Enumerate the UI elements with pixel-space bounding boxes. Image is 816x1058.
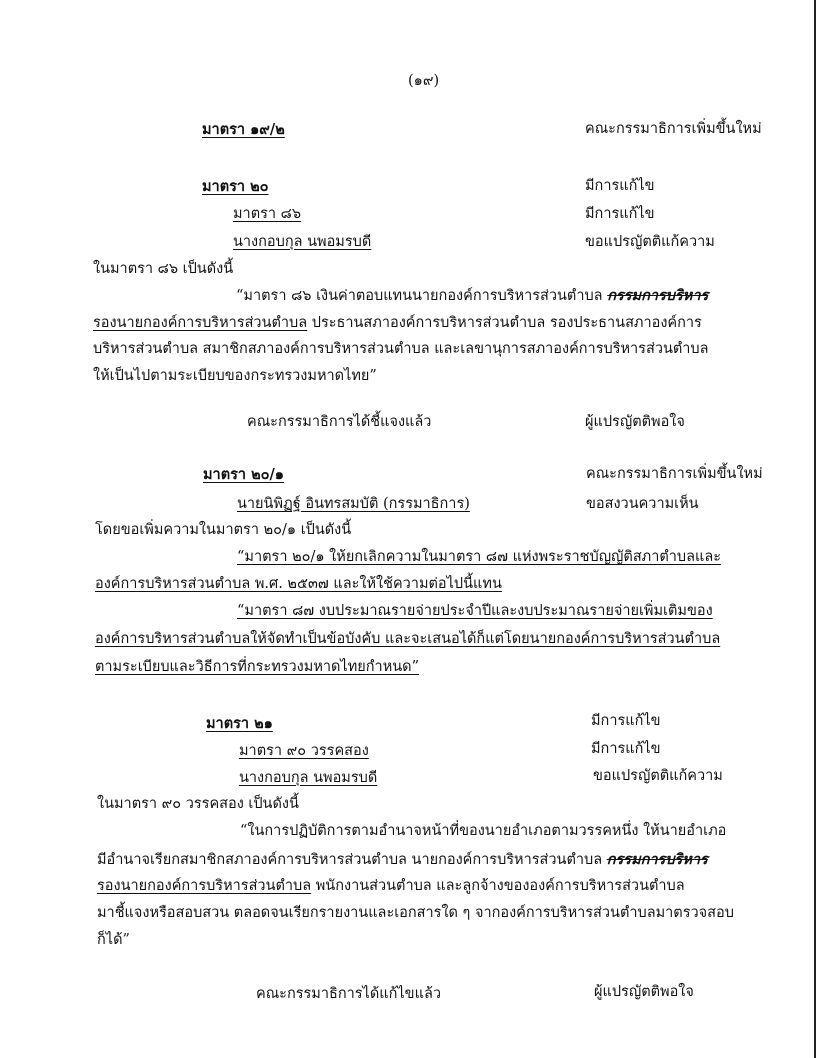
proposer-21: นางกอบกุล นพอมรบดี bbox=[239, 770, 378, 786]
section-heading-20: มาตรา ๒๐ bbox=[202, 178, 269, 195]
body-21-line-3-text: พนักงานส่วนตำบล และลูกจ้างขององค์การบริหารส่วนตำบล bbox=[315, 878, 685, 894]
section-status-20: มีการแก้ไข bbox=[585, 178, 655, 194]
body-21-line-2 bbox=[97, 851, 708, 869]
intro-20-1: โดยขอเพิ่มความในมาตรา ๒๐/๑ เป็นดังนี้ bbox=[95, 522, 352, 538]
proposer-status-21: ขอแปรญัตติแก้ความ bbox=[593, 768, 723, 784]
intro-21: ในมาตรา ๙๐ วรรคสอง เป็นดังนี้ bbox=[97, 796, 299, 812]
inserted-text-21: รองนายกองค์การบริหารส่วนตำบล bbox=[97, 878, 312, 894]
body-21-line-5: ก็ได้” bbox=[97, 932, 130, 948]
sub-heading-86: มาตรา ๘๖ bbox=[233, 206, 302, 222]
intro-20: ในมาตรา ๘๖ เป็นดังนี้ bbox=[93, 261, 234, 277]
proposer-20-1: นายนิพิฏฐ์ อินทรสมบัติ (กรรมาธิการ) bbox=[237, 496, 470, 512]
proposer-20: นางกอบกุล นพอมรบดี bbox=[233, 234, 372, 250]
body-20-line-1-text: “มาตรา ๘๖ เงินค่าตอบแทนนายกองค์การบริหารส่วนตำบล bbox=[236, 288, 603, 304]
body-20-1-line-1: “มาตรา ๒๐/๑ ให้ยกเลิกความในมาตรา ๘๗ แห่งพระราชบัญญัติสภาตำบลและ bbox=[237, 549, 722, 565]
proposer-status-20-1: ขอสงวนความเห็น bbox=[586, 496, 699, 512]
body-20-line-4: ให้เป็นไปตามระเบียบของกระทรวงมหาดไทย” bbox=[93, 368, 377, 384]
body-20-line-2-text: ประธานสภาองค์การบริหารส่วนตำบล รองประธานสภาองค์การ bbox=[311, 315, 702, 331]
inserted-text-20: รองนายกองค์การบริหารส่วนตำบล bbox=[93, 315, 308, 331]
body-20-1-line-4: องค์การบริหารส่วนตำบลให้จัดทำเป็นข้อบังคับ และจะเสนอได้ก็แต่โดยนายกองค์การบริหารส่วนตำบล bbox=[95, 631, 721, 647]
body-20-1-line-3: “มาตรา ๘๗ งบประมาณรายจ่ายประจำปีและงบประมาณรายจ่ายเพิ่มเติมของ bbox=[237, 603, 713, 619]
body-21-line-2-text: มีอำนาจเรียกสมาชิกสภาองค์การบริหารส่วนตำบล นายกองค์การบริหารส่วนตำบล bbox=[97, 852, 603, 868]
struck-text-21: กรรมการบริหาร bbox=[606, 851, 708, 868]
committee-result-21: ผู้แปรญัตติพอใจ bbox=[594, 984, 694, 1000]
sub-heading-90: มาตรา ๙๐ วรรคสอง bbox=[239, 743, 369, 759]
body-21-line-3 bbox=[97, 878, 685, 895]
body-20-line-2 bbox=[93, 315, 702, 332]
proposer-status-20: ขอแปรญัตติแก้ความ bbox=[585, 234, 715, 250]
body-20-line-1 bbox=[236, 287, 708, 305]
section-heading-19-2: มาตรา ๑๙/๒ bbox=[202, 121, 285, 138]
section-status-20-1: คณะกรรมาธิการเพิ่มขึ้นใหม่ bbox=[586, 466, 763, 482]
body-21-line-4: มาชี้แจงหรือสอบสวน ตลอดจนเรียกรายงานและเอกสารใด ๆ จากองค์การบริหารส่วนตำบลมาตรวจสอบ bbox=[97, 905, 734, 921]
page-number: (๑๙) bbox=[408, 73, 440, 89]
body-21-line-1: “ในการปฏิบัติการตามอำนาจหน้าที่ของนายอำเภอตามวรรคหนึ่ง ให้นายอำเภอ bbox=[240, 823, 727, 839]
section-heading-21: มาตรา ๒๑ bbox=[206, 715, 273, 732]
section-status-19-2: คณะกรรมาธิการเพิ่มขึ้นใหม่ bbox=[585, 121, 762, 137]
section-status-21: มีการแก้ไข bbox=[591, 713, 661, 729]
body-20-1-line-5: ตามระเบียบและวิธีการที่กระทรวงมหาดไทยกำหนด” bbox=[95, 659, 419, 675]
committee-note-21: คณะกรรมาธิการได้แก้ไขแล้ว bbox=[256, 986, 441, 1002]
sub-status-86: มีการแก้ไข bbox=[585, 206, 655, 222]
committee-result-20: ผู้แปรญัตติพอใจ bbox=[585, 414, 685, 430]
sub-status-90: มีการแก้ไข bbox=[591, 741, 661, 757]
struck-text-20: กรรมการบริหาร bbox=[607, 287, 709, 304]
body-20-1-line-2: องค์การบริหารส่วนตำบล พ.ศ. ๒๕๓๗ และให้ใช้ความต่อไปนี้แทน bbox=[95, 576, 502, 592]
section-heading-20-1: มาตรา ๒๐/๑ bbox=[203, 466, 285, 483]
committee-note-20: คณะกรรมาธิการได้ชี้แจงแล้ว bbox=[247, 414, 432, 430]
body-20-line-3: บริหารส่วนตำบล สมาชิกสภาองค์การบริหารส่วนตำบล และเลขานุการสภาองค์การบริหารส่วนตำบล bbox=[93, 341, 709, 357]
